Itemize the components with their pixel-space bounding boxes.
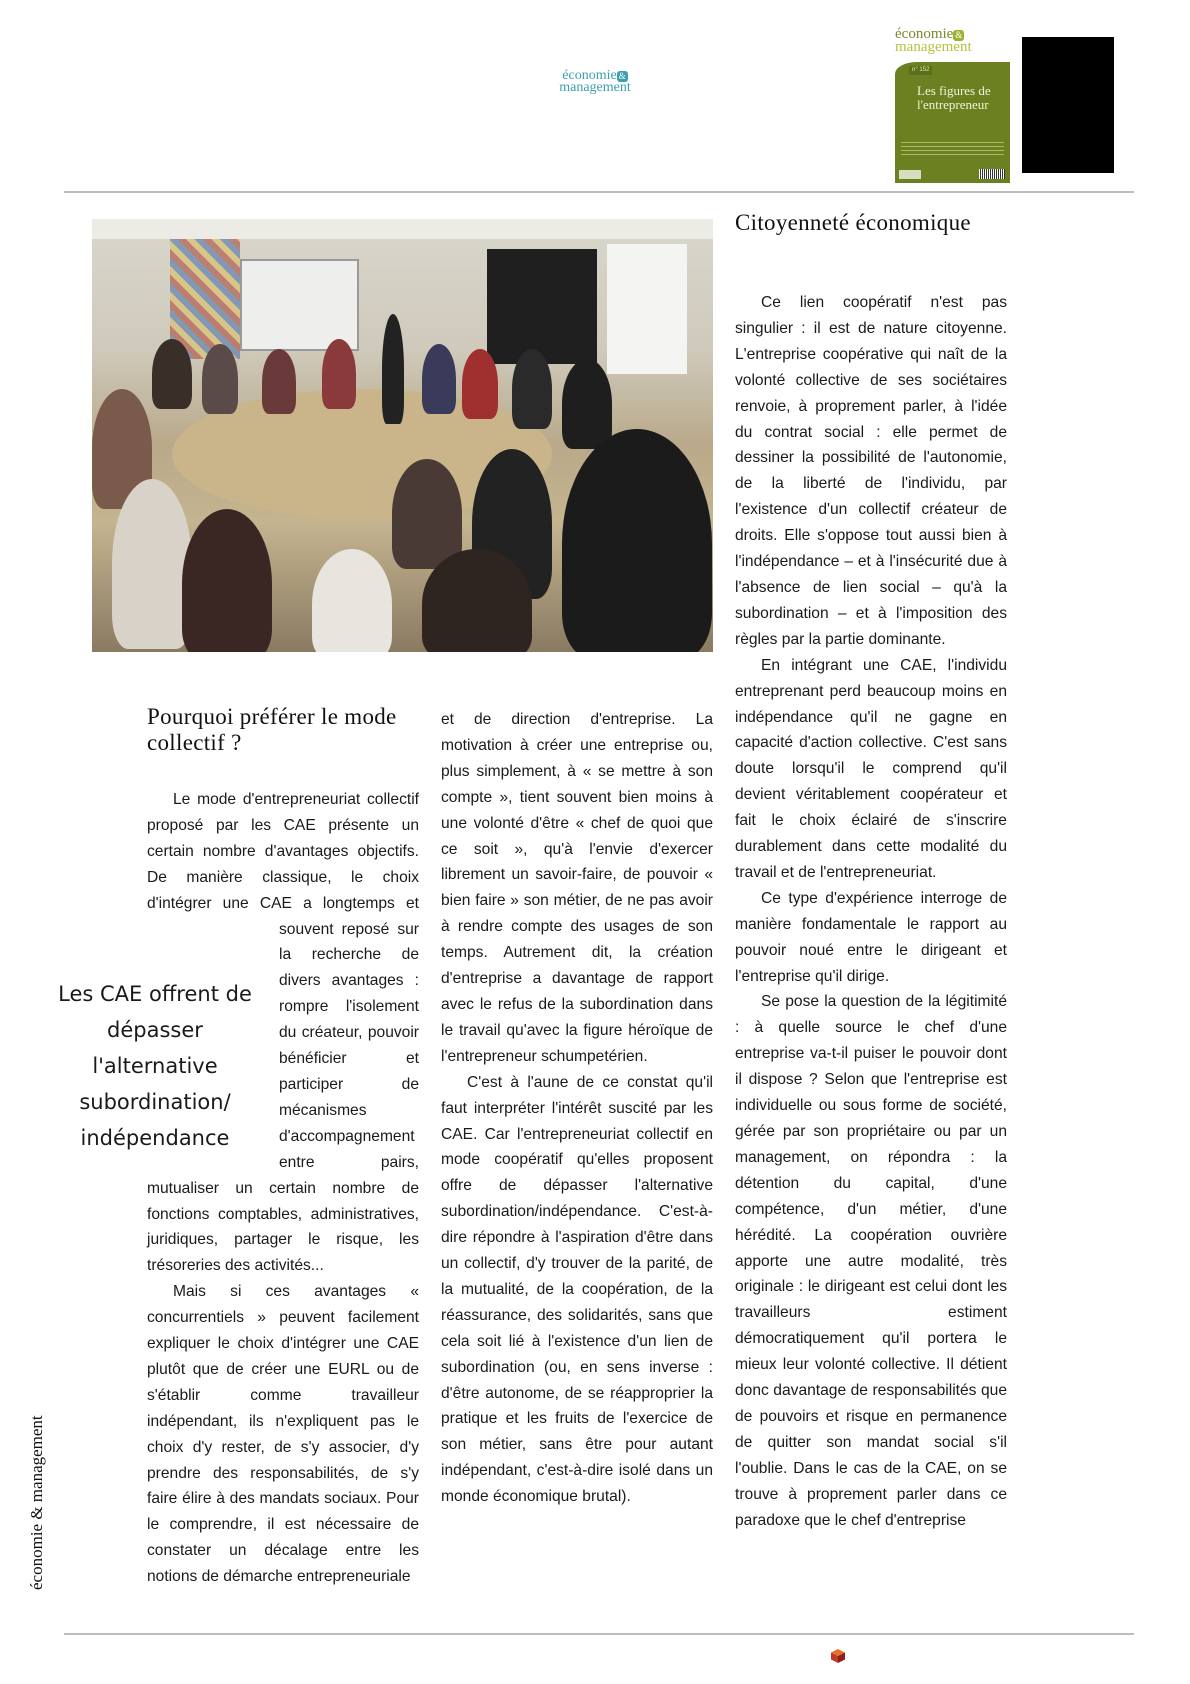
redacted-block: [1022, 37, 1114, 173]
text-column-2: [441, 707, 713, 1510]
paragraph: Ce type d'expérience interroge de manière fondamentale le rapport au pouvoir noué entre le dirigeant et l'entreprise qu'il dirige.: [735, 889, 1007, 985]
barcode-icon: [979, 169, 1005, 179]
magazine-logo: [549, 70, 641, 94]
logo-amp: &: [618, 71, 626, 81]
cube-logo-icon: [830, 1648, 846, 1664]
logo-line1: économie: [562, 68, 617, 83]
logo-line2: management: [559, 80, 631, 95]
cover-subtext: [901, 142, 1004, 158]
paragraph: Ce lien coopératif n'est pas singulier : il est de nature citoyenne. L'entreprise coopérative qui naît de la volonté collective de ses sociétaires renvoie, à proprement parler, à l'idée du contrat social : elle permet de dessiner la possibilité de l'autonomie, de la liberté de l'individu, par l'existence d'un collectif créateur de droits. Elle s'oppose tout aussi bien à l'indépendance – et à l'insécurité due à l'absence de lien social – qu'à la subordination – et à l'imposition des règles par la partie dominante.: [735, 294, 1007, 648]
pull-quote: Les CAE offrent de dépasser l'alternative subordination/ indépendance: [58, 982, 252, 1150]
paragraph: C'est à l'aune de ce constat qu'il faut interpréter l'intérêt suscité par les CAE. Car l'entrepreneuriat collectif en mode coopératif qu'elles proposent offre de dépasser l'alternative subordination/indépendance. C'est-à-dire répondre à l'aspiration d'être dans un collectif, d'y trouver de la parité, de la mutualité, de la coopération, de la réassurance, des solidarités, sans que cela soit lié à l'existence d'un lien de subordination (ou, en sens inverse : d'être autonome, de se réapproprier la pratique et les fruits de l'exercice de son métier, sans être pour autant indépendant, c'est-à-dire isolé dans un monde économique brutal).: [441, 1073, 713, 1506]
cover-title: Les figures de l'entrepreneur: [917, 83, 991, 112]
cover-brand-amp: &: [955, 30, 963, 40]
cover-brand-line2: management: [895, 39, 972, 55]
header-divider: [64, 191, 1134, 193]
text-column-1: [147, 787, 419, 1590]
cover-brand-line1: économie: [895, 26, 954, 42]
section-heading-citoyennete: Citoyenneté économique: [735, 210, 971, 235]
side-magazine-label: économie & management: [27, 1415, 46, 1590]
cover-panel: [895, 62, 1010, 183]
pullquote-spacer: [147, 942, 279, 1175]
paragraph: Mais si ces avantages « concurrentiels » peuvent facilement expliquer le choix d'intégrer une CAE plutôt que de créer une EURL ou de s'établir comme travailleur indépendant, ils n'expliquent pas le choix d'y rester, de s'y associer, d'y prendre des responsabilités, de s'y faire élire à des mandats sociaux. Pour le comprendre, il est nécessaire de constater un décalage entre les notions de démarche entrepreneuriale: [147, 1283, 419, 1586]
cover-issue: n° 152: [909, 66, 932, 75]
footer-divider: [64, 1633, 1134, 1635]
paragraph: et de direction d'entreprise. La motivation à créer une entreprise ou, plus simplement, à « se mettre à son compte », tient souvent bien moins à une volonté d'être « chef de quoi que ce soit », qu'à l'envie d'exercer librement un savoir-faire, de pouvoir « bien faire » son métier, de ne pas avoir à rendre compte des usages de son temps. Autrement dit, la création d'entreprise a davantage de rapport avec le refus de la subordination dans le travail qu'avec la figure héroïque de l'entrepreneur schumpetérien.: [441, 711, 713, 1065]
paragraph: Le mode d'entrepreneuriat collectif proposé par les CAE présente un certain nombre d'avantages objectifs. De manière classique, le choix d'intégrer une CAE a longtemps et souvent reposé sur la recherche de divers avantages : rompre l'isolement du créateur, pouvoir bénéficier et participer de mécanismes d'accompagnement entre pairs, mutualiser un certain nombre de fonctions comptables, administratives, juridiques, partager le risque, les trésoreries des activités...: [147, 791, 419, 1275]
workshop-photo: [92, 219, 713, 652]
section-heading-pourquoi: Pourquoi préférer le mode collectif ?: [147, 704, 397, 755]
text-column-3: [735, 290, 1007, 1534]
cover-brand: [895, 28, 1010, 54]
paragraph: Se pose la question de la légitimité : à quelle source le chef d'une entreprise va-t-il puiser le pouvoir dont il dispose ? Selon que l'entreprise est individuelle ou sous forme de société, gérée par son propriétaire ou par un management, on répondra : la détention du capital, d'une compétence, d'un métier, d'une hérédité. La coopération ouvrière apporte une autre modalité, très originale : le dirigeant est celui dont les travailleurs estiment démocratiquement qu'il portera le mieux leur volonté collective. Il détient donc davantage de responsabilités que de pouvoirs et risque en permanence de quitter son mandat social s'il l'oublie. Dans le cas de la CAE, on se trouve à proprement parler dans ce paradoxe que le chef d'entreprise: [735, 993, 1007, 1529]
paragraph: En intégrant une CAE, l'individu entreprenant perd beaucoup moins en indépendance qu'il ne gagne en capacité d'action collective. C'est sans doute lorsqu'il le comprend qu'il devient véritablement coopérateur et fait le choix éclairé de s'inscrire durablement dans cette modalité du travail et de l'entrepreneuriat.: [735, 656, 1007, 881]
publisher-logo: [899, 170, 921, 179]
magazine-cover-thumbnail: [895, 28, 1010, 183]
